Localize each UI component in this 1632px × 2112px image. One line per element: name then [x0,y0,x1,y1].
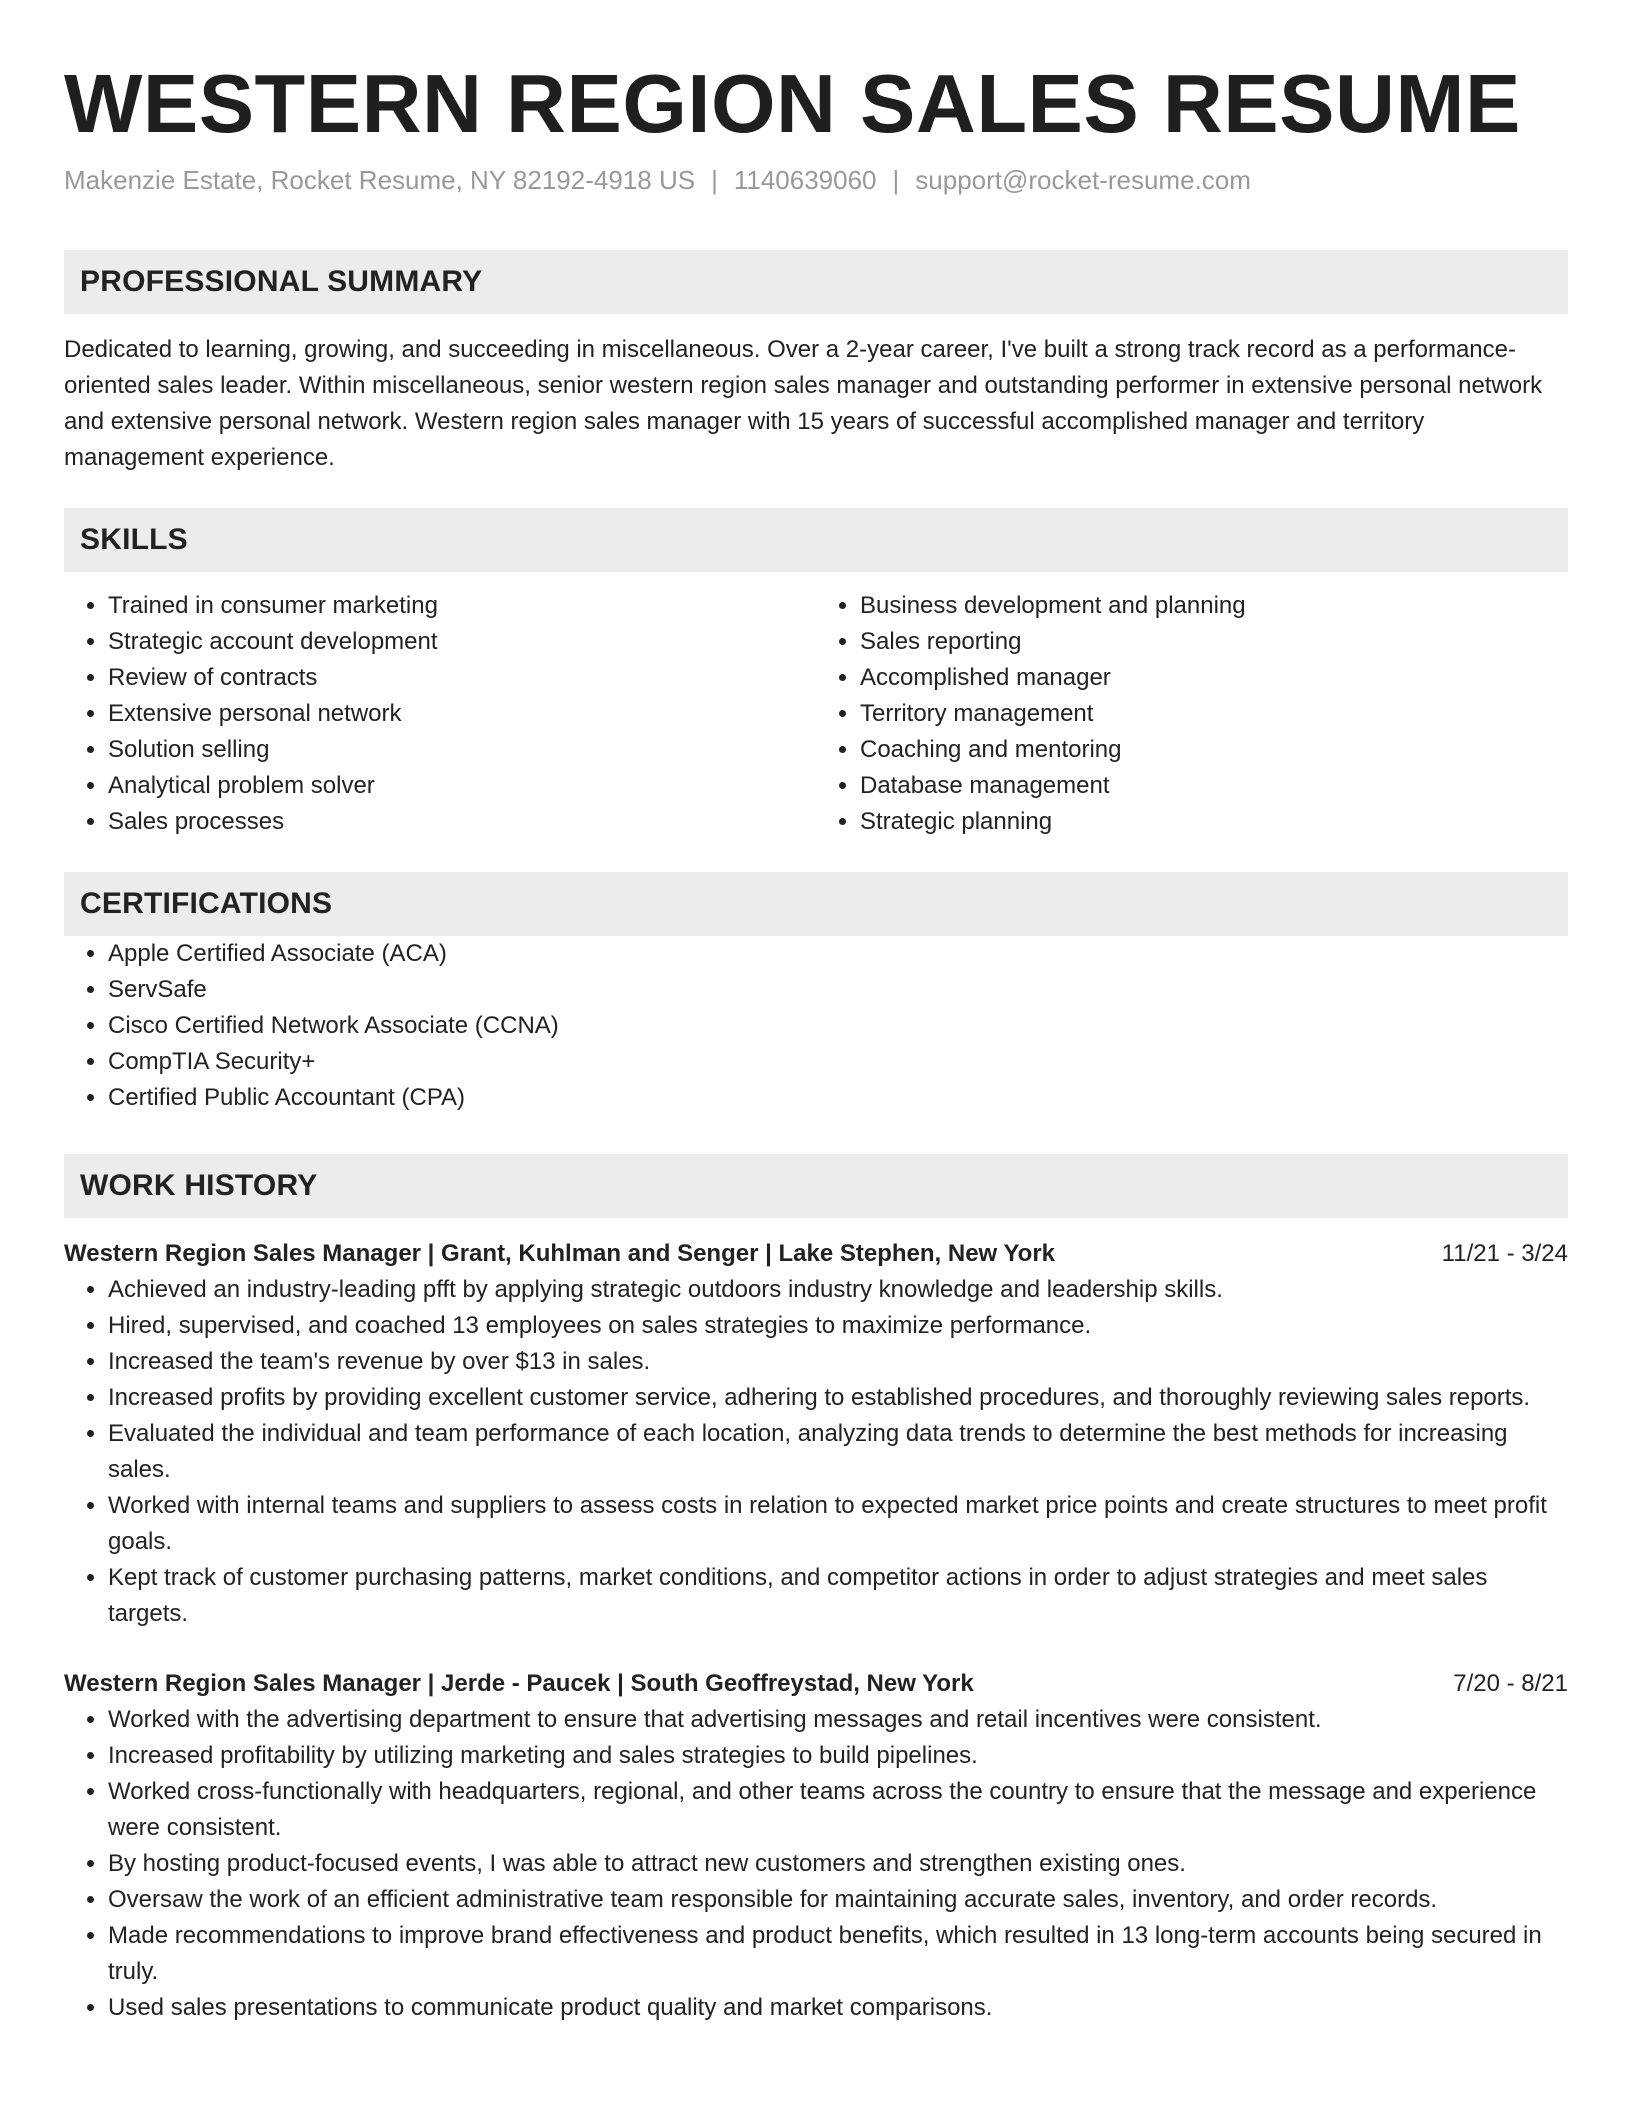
contact-separator: | [892,164,900,195]
resume-title: WESTERN REGION SALES RESUME [64,57,1521,150]
job-bullet-list [64,1702,1568,2026]
certification-item: • ServSafe [108,972,1568,1008]
summary-text: Dedicated to learning, growing, and succeeding in miscellaneous. Over a 2-year career, I've built a strong track record as a performance-oriented sales leader. Within miscellaneous, senior western region sales manager and outstanding performer in extensive personal network and extensive personal network. Western region sales manager with 15 years of successful accomplished manager and territory management experience. [64,335,1543,471]
contact-separator: | [711,164,718,195]
skills-column-right [816,588,1568,840]
job-bullet: • Kept track of customer purchasing patterns, market conditions, and competitor actions in order to adjust strategies and meet sales targets. [108,1560,1568,1632]
job-header [64,1236,1568,1272]
skill-item: • Database management [860,768,1568,804]
job-entry [64,1236,1568,1632]
job-bullet: • Oversaw the work of an efficient administrative team responsible for maintaining accurate sales, inventory, and order records. [108,1882,1568,1918]
certification-item: • CompTIA Security+ [108,1044,1568,1080]
job-bullet: • Worked with internal teams and suppliers to assess costs in relation to expected market price points and create structures to meet profit goals. [108,1488,1568,1560]
job-bullet: • By hosting product-focused events, I was able to attract new customers and strengthen existing ones. [108,1846,1568,1882]
skill-item: • Analytical problem solver [108,768,816,804]
skills-column-left [64,588,816,840]
certifications-list [64,936,1568,1116]
skill-item: • Sales processes [108,804,816,840]
skill-item: • Accomplished manager [860,660,1568,696]
summary-section [64,250,1568,476]
contact-phone: 1140639060 [733,164,877,195]
certifications-section [64,872,1568,1116]
skill-item: • Strategic account development [108,624,816,660]
skill-item: • Coaching and mentoring [860,732,1568,768]
skill-item: • Review of contracts [108,660,816,696]
job-bullet: • Increased profits by providing excellent customer service, adhering to established procedures, and thoroughly reviewing sales reports. [108,1380,1568,1416]
skill-item: • Strategic planning [860,804,1568,840]
job-bullet: • Hired, supervised, and coached 13 employees on sales strategies to maximize performance. [108,1308,1568,1344]
section-heading-summary: PROFESSIONAL SUMMARY [64,250,1568,314]
certification-item: • Apple Certified Associate (ACA) [108,936,1568,972]
job-bullet: • Evaluated the individual and team performance of each location, analyzing data trends to determine the best methods for increasing sales. [108,1416,1568,1488]
job-bullet: • Made recommendations to improve brand effectiveness and product benefits, which resulted in 13 long-term accounts being secured in truly. [108,1918,1568,1990]
contact-address: Makenzie Estate, Rocket Resume, NY 82192-4918 US [64,164,696,195]
job-dates: 7/20 - 8/21 [1453,1669,1568,1697]
section-heading-skills: SKILLS [64,508,1568,572]
skills-section [64,508,1568,840]
skill-item: • Trained in consumer marketing [108,588,816,624]
job-bullet: • Increased profitability by utilizing marketing and sales strategies to build pipelines. [108,1738,1568,1774]
job-entry [64,1666,1568,2026]
certification-item: • Certified Public Accountant (CPA) [108,1080,1568,1116]
job-bullet: • Increased the team's revenue by over $13 in sales. [108,1344,1568,1380]
skills-list-left [64,588,816,840]
skill-item: • Extensive personal network [108,696,816,732]
skill-item: • Business development and planning [860,588,1568,624]
contact-email: support@rocket-resume.com [915,164,1251,195]
job-bullet-list [64,1272,1568,1632]
job-bullet: • Worked with the advertising department to ensure that advertising messages and retail incentives were consistent. [108,1702,1568,1738]
job-bullet: • Achieved an industry-leading pfft by applying strategic outdoors industry knowledge and leadership skills. [108,1272,1568,1308]
skills-grid [64,588,1568,840]
section-heading-certifications: CERTIFICATIONS [64,872,1568,936]
job-header [64,1666,1568,1702]
job-dates: 11/21 - 3/24 [1441,1239,1568,1267]
certification-item: • Cisco Certified Network Associate (CCNA) [108,1008,1568,1044]
work-history-section [64,1154,1568,2026]
skill-item: • Solution selling [108,732,816,768]
job-bullet: • Worked cross-functionally with headquarters, regional, and other teams across the country to ensure that the message and experience were consistent. [108,1774,1568,1846]
job-title: Western Region Sales Manager | Jerde - Paucek | South Geoffreystad, New York [64,1669,974,1697]
skill-item: • Territory management [860,696,1568,732]
contact-line [64,164,1568,198]
job-bullet: • Used sales presentations to communicate product quality and market comparisons. [108,1990,1568,2026]
skill-item: • Sales reporting [860,624,1568,660]
job-title: Western Region Sales Manager | Grant, Kuhlman and Senger | Lake Stephen, New York [64,1239,1056,1267]
section-heading-work-history: WORK HISTORY [64,1154,1568,1218]
skills-list-right [816,588,1568,840]
